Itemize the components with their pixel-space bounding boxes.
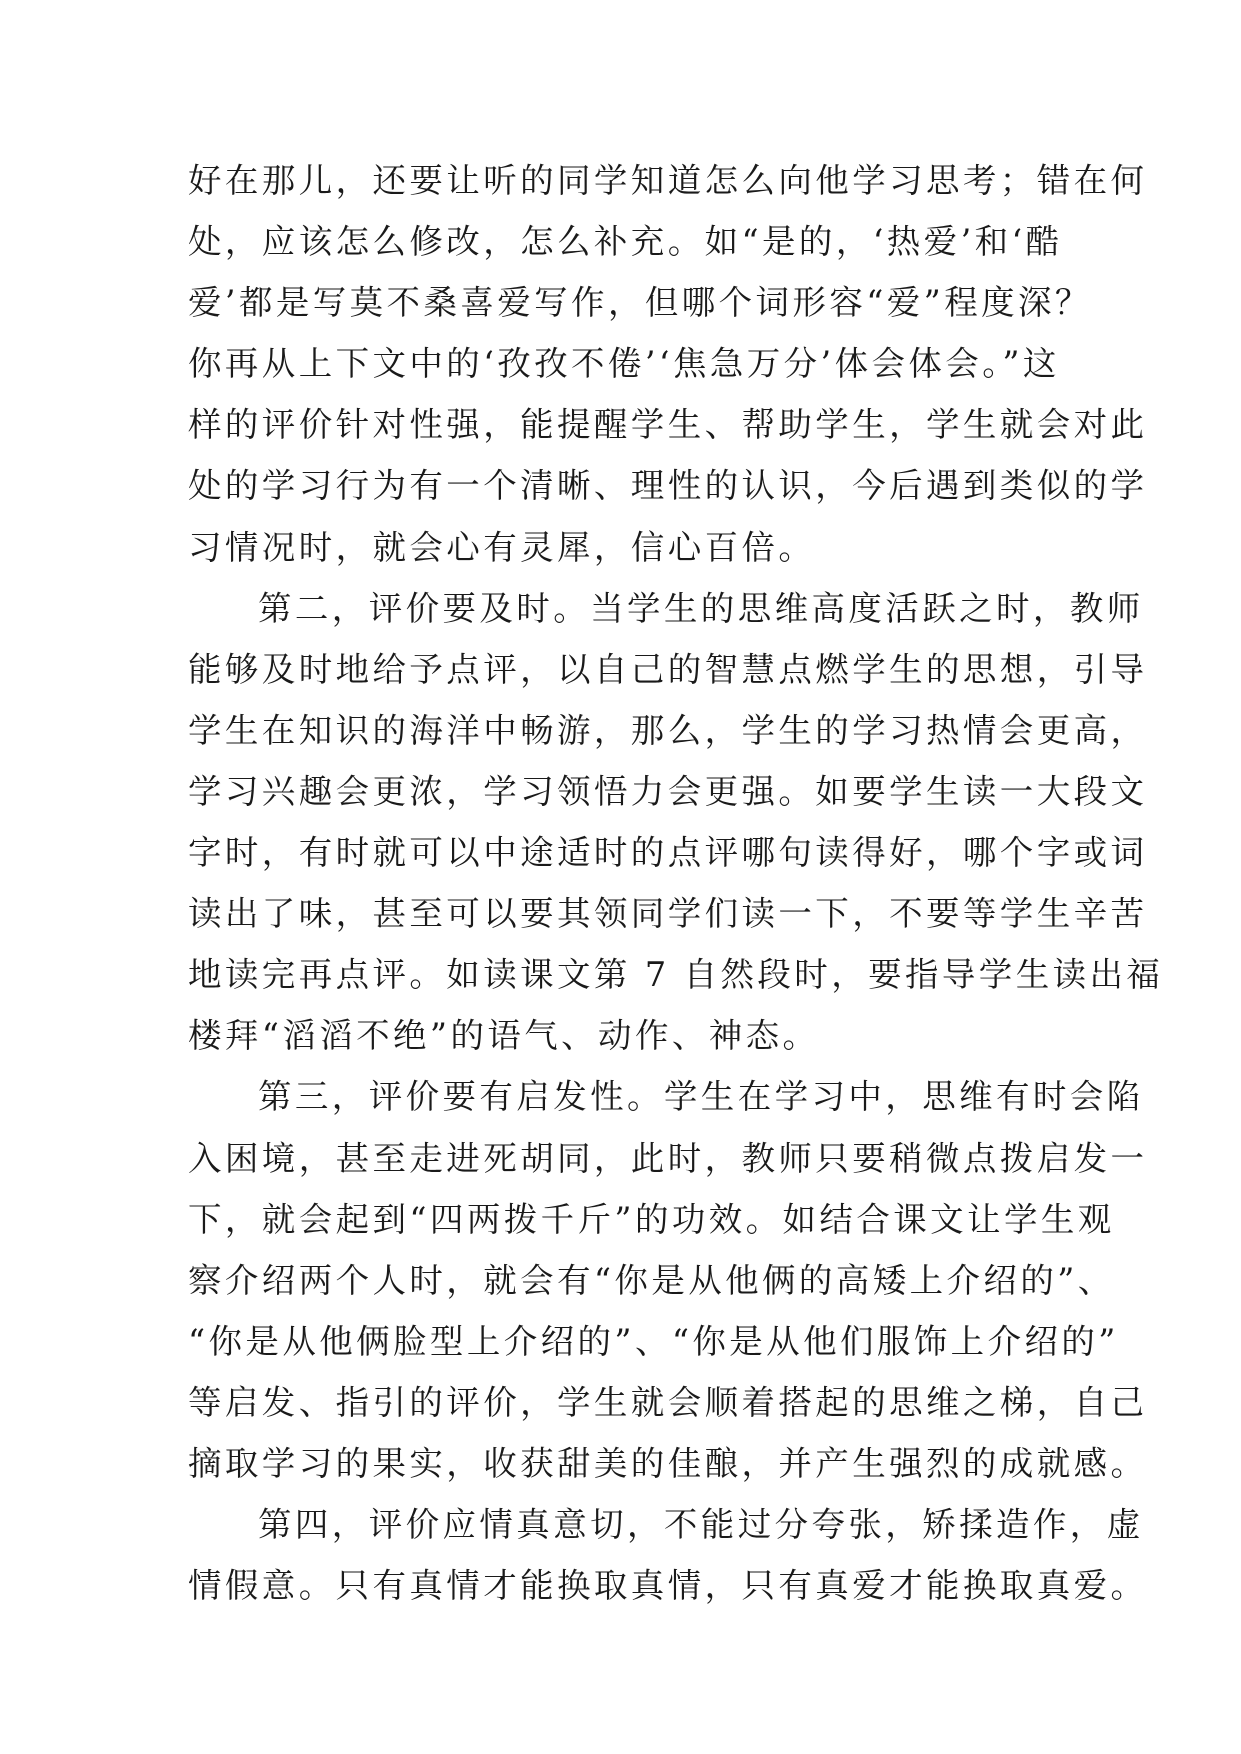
text-line: 字时，有时就可以中途适时的点评哪句读得好，哪个字或词 <box>188 833 1148 873</box>
text-line: 地读完再点评。如读课文第 7 自然段时，要指导学生读出福 <box>188 955 1164 995</box>
text-line: 你再从上下文中的‘孜孜不倦’‘焦急万分’体会体会。”这 <box>188 344 1060 384</box>
text-line: 学生在知识的海洋中畅游，那么，学生的学习热情会更高， <box>188 710 1148 750</box>
text-line: 入困境，甚至走进死胡同，此时，教师只要稍微点拨启发一 <box>188 1138 1148 1178</box>
text-line: 楼拜“滔滔不绝”的语气、动作、神态。 <box>188 1016 820 1056</box>
paragraph-first-line: 第二，评价要及时。当学生的思维高度活跃之时，教师 <box>258 588 1144 628</box>
text-line: 察介绍两个人时，就会有“你是从他俩的高矮上介绍的”、 <box>188 1260 1115 1300</box>
text-line: 样的评价针对性强，能提醒学生、帮助学生，学生就会对此 <box>188 405 1148 445</box>
text-line: 爱’都是写莫不桑喜爱写作，但哪个词形容“爱”程度深？ <box>188 283 1092 323</box>
text-line: 摘取学习的果实，收获甜美的佳酿，并产生强烈的成就感。 <box>188 1443 1148 1483</box>
text-line: 能够及时地给予点评，以自己的智慧点燃学生的思想，引导 <box>188 649 1148 689</box>
text-line: 读出了味，甚至可以要其领同学们读一下，不要等学生辛苦 <box>188 894 1148 934</box>
text-line: 好在那儿，还要让听的同学知道怎么向他学习思考；错在何 <box>188 161 1148 200</box>
paragraph-first-line: 第四，评价应情真意切，不能过分夸张，矫揉造作，虚 <box>258 1505 1144 1545</box>
text-line: “你是从他俩脸型上介绍的”、“你是从他们服饰上介绍的” <box>188 1321 1119 1361</box>
text-line: 处的学习行为有一个清晰、理性的认识，今后遇到类似的学 <box>188 466 1148 506</box>
text-line: 等启发、指引的评价，学生就会顺着搭起的思维之梯，自己 <box>188 1382 1148 1422</box>
text-line: 学习兴趣会更浓，学习领悟力会更强。如要学生读一大段文 <box>188 771 1148 811</box>
text-line: 情假意。只有真情才能换取真情，只有真爱才能换取真爱。 <box>188 1566 1148 1606</box>
text-line: 下，就会起到“四两拨千斤”的功效。如结合课文让学生观 <box>188 1199 1115 1239</box>
text-line: 处，应该怎么修改，怎么补充。如“是的，‘热爱’和‘酷 <box>188 222 1063 262</box>
body-text <box>188 150 1164 1616</box>
text-line: 习情况时，就会心有灵犀，信心百倍。 <box>188 527 816 567</box>
paragraph-first-line: 第三，评价要有启发性。学生在学习中，思维有时会陷 <box>258 1077 1144 1117</box>
